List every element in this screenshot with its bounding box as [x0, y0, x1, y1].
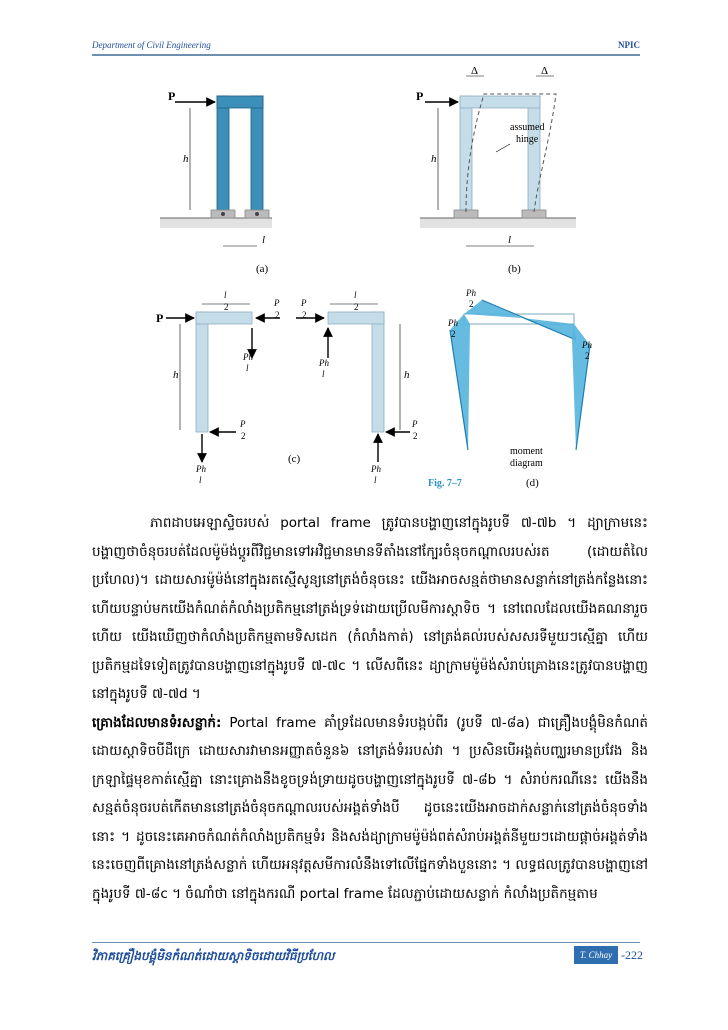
panel-b-label: (b) [508, 263, 521, 275]
footer-rule [92, 942, 640, 943]
height-label: h [173, 369, 179, 381]
base-shear-num: Ph [196, 464, 206, 474]
shear-num: Ph [319, 358, 329, 368]
height-label: h [183, 153, 189, 165]
load-label: P [168, 89, 176, 103]
half-length-num: l [354, 290, 357, 300]
length-label: l [262, 234, 266, 246]
base-half-load-den: 2 [413, 431, 418, 441]
figure-caption: Fig. 7–7 [428, 478, 462, 489]
panel-d-moment-diagram [447, 288, 592, 489]
half-load-num: P [274, 298, 280, 308]
delta-left: Δ [471, 65, 479, 77]
height-label: h [431, 153, 437, 165]
base-shear-num: Ph [371, 464, 381, 474]
moment-den-right: 2 [585, 351, 590, 361]
moment-num-left: Ph [448, 318, 458, 328]
right-column [251, 96, 263, 212]
paragraph-2 [92, 709, 648, 909]
panel-b [416, 65, 576, 275]
panel-c-left [156, 290, 280, 485]
half-length-num: l [224, 290, 227, 300]
right-column [528, 96, 540, 212]
half-length-den: 2 [224, 302, 229, 312]
paragraph-1: ភាពដាបអេឡាស្ទិចរបស់ portal frame ត្រូវបានបង្ហាញនៅក្នុងរូបទី ៧-៧b ។ ដ្យាក្រាមនេះបង្ហាញថាចំនុចរបត់ដែលម៉ូម៉ង់ប្តូរពីវិជ្ជមានទៅអវិជ្ជមានមានទីតាំងនៅក្បែរចំនុចកណ្តាលរបស់រត (ដោយតំលៃប្រហែល)។ ដោយសារម៉ូម៉ង់នៅក្នុងរតស្មើសូន្យនៅត្រង់ចំនុចនេះ យើងអាចសន្មត់ថាមានសន្លាក់នៅត្រង់កន្លែងនោះ ហើយបន្ទាប់មកយើងកំណត់កំលាំងប្រតិកម្មនៅត្រង់ទ្រទ់ដោយប្រើលមីការស្តាទិច ។ នៅពេលដែលយើងគណនារួចហើយ យើងឃើញថាកំលាំងប្រតិកម្មតាមទិសដេក (កំលាំងកាត់) នៅត្រង់គល់របស់សសរទីមួយៗស្មើគ្នា ហើយប្រតិកម្មដទៃទៀតត្រូវបានបង្ហាញនៅក្នុងរូបទី ៧-៧c ។ លើសពីនេះ ដ្យាក្រាមម៉ូម៉ង់សំរាប់គ្រោងនេះត្រូវបានបង្ហាញនៅក្នុងរូបទី ៧-៧d ។ [92, 515, 648, 702]
ground-hatch [160, 218, 272, 228]
diagram-label-1: moment [510, 446, 543, 457]
panel-a [160, 89, 272, 275]
author-badge: T. Chhay [574, 946, 618, 964]
left-column [217, 96, 229, 212]
shear-num: Ph [243, 352, 253, 362]
moment-den-left: 2 [451, 329, 456, 339]
shear-den: l [322, 369, 325, 379]
delta-right: Δ [541, 65, 549, 77]
page-number: -222 [621, 948, 643, 962]
half-length-den: 2 [354, 302, 359, 312]
beam [217, 96, 263, 108]
length-label: l [508, 234, 512, 246]
body-text [92, 509, 648, 908]
base-half-load-num: P [412, 419, 418, 429]
beam [460, 96, 540, 108]
panel-c-right [288, 290, 418, 485]
section-heading: គ្រោងដែលមានទំរសន្លាក់: [92, 714, 222, 731]
height-label: h [404, 369, 410, 381]
panel-c-label: (c) [288, 453, 301, 465]
panel-a-label: (a) [256, 263, 269, 275]
hinge-note-1: assumed [510, 122, 545, 133]
base-half-load-den: 2 [241, 431, 246, 441]
base-shear-den: l [374, 475, 377, 485]
half-load-den: 2 [275, 310, 280, 320]
header-institute: NPIC [618, 40, 640, 50]
portal-frame-figure [0, 0, 728, 500]
base-shear-den: l [199, 475, 202, 485]
moment-num-top: Ph [466, 288, 476, 298]
half-load-den: 2 [302, 310, 307, 320]
shear-den: l [246, 363, 249, 373]
deflected-shape [466, 94, 556, 212]
paragraph-2-text: Portal frame គាំទ្រដែលមានទំរបង្កប់ពីរ (រូបទី ៧-៨a) ជាគ្រឿងបង្គុំមិនកំណត់ដោយស្តាទិចបីដឺក្រេ ដោយសារវាមានអញ្ញាតចំនួន៦ នៅត្រង់ទំររបស់វា ។ ប្រសិនបើអង្គត់បញ្ឈរមានប្រវែង និងក្រឡាផ្ទៃមុខកាត់ស្មើគ្នា នោះគ្រោងនឹងខូចទ្រង់ទ្រាយដូចបង្ហាញនៅក្នុងរូបទី ៧-៨b ។ សំរាប់ករណីនេះ យើងនឹងសន្មត់ចំនុចរបត់កើតមាននៅត្រង់ចំនុចកណ្តាលរបស់អង្គត់ទាំងបី ដូចនេះយើងអាចដាក់សន្លាក់នៅត្រង់ចំនុចទាំងនោះ ។ ដូចនេះគេអាចកំណត់កំលាំងប្រតិកម្មទំរ និងសង់ដ្យាក្រាមម៉ូម៉ង់ពត់សំរាប់អង្គត់នីមួយៗដោយផ្តាច់អង្គត់ទាំងនេះចេញពីគ្រោងនៅត្រង់សន្លាក់ ហើយអនុវត្តសមីការលំនឹងទៅលើផ្នែកទាំងបួននោះ ។ លទ្ធផលត្រូវបានបង្ហាញនៅក្នុងរូបទី ៧-៨c ។ ចំណាំថា នៅក្នុងករណី portal frame ដែលភ្ជាប់ដោយសន្លាក់ កំលាំងប្រតិកម្មតាម [92, 714, 648, 902]
load-label: P [156, 311, 164, 325]
base-half-load-num: P [240, 419, 246, 429]
footer-title: វិភាគគ្រឿងបង្គុំមិនកំណត់ដោយស្តាទិចដោយវិធីប្រហែល [92, 949, 335, 963]
load-label: P [416, 89, 424, 103]
moment-den-top: 2 [469, 299, 474, 309]
panel-d-label: (d) [526, 477, 539, 489]
header-department: Department of Civil Engineering [92, 40, 211, 50]
moment-num-right: Ph [582, 340, 592, 350]
hinge-note-2: hinge [516, 134, 539, 145]
diagram-label-2: diagram [510, 458, 543, 469]
half-load-num: P [301, 298, 307, 308]
